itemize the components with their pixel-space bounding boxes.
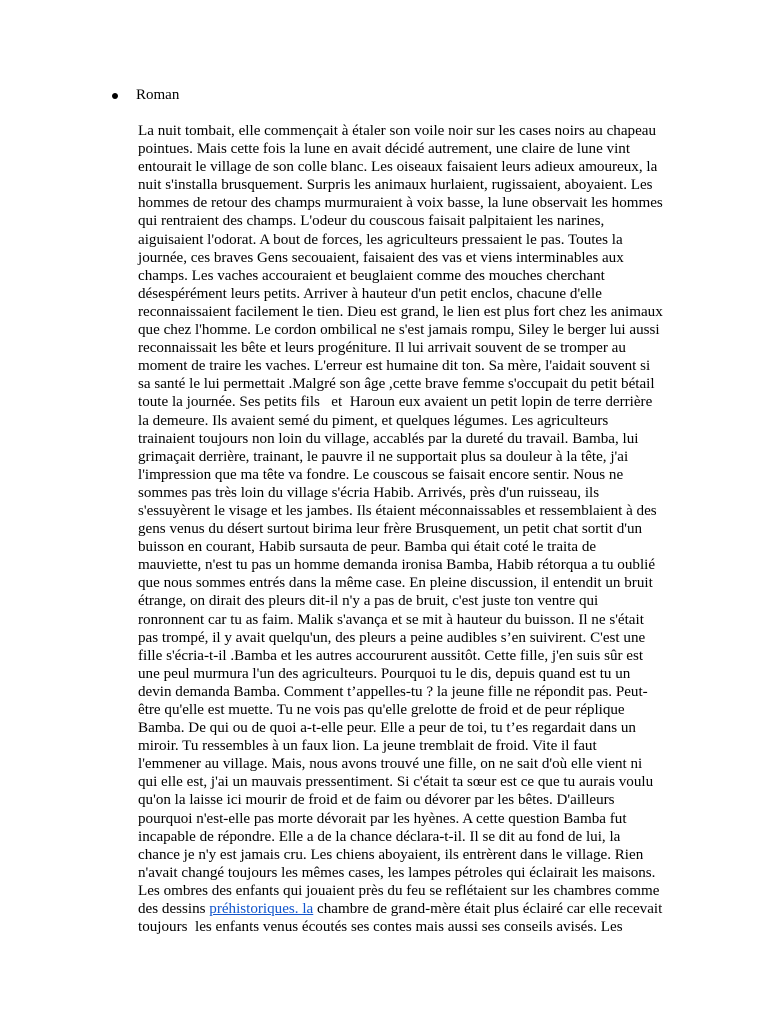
text-line: une peul murmura l'un des agriculteurs. Pourquoi tu le dis, depuis quand est tu un (138, 665, 631, 682)
text-line: toujours les enfants venus écoutés ses contes mais aussi ses conseils avisés. Les (138, 919, 623, 936)
text-line: s'essuyèrent le visage et les jambes. Ils étaient méconnaissables et ressemblaient à des (138, 502, 657, 519)
hyperlink[interactable]: préhistoriques. la (209, 901, 314, 918)
text-line-with-link (138, 900, 678, 918)
text-line: reconnaissait les bête et leurs progéniture. Il lui arrivait souvent de se tromper au (138, 340, 626, 357)
text-line: l'emmener au village. Mais, nous avons trouvé une fille, on ne sait d'où elle vient ni (138, 756, 643, 773)
text-line: toute la journée. Ses petits fils et Haroun eux avaient un petit lopin de terre derrière (138, 394, 653, 411)
text-line: mauviette, n'est tu pas un homme demanda ironisa Bamba, Habib rétorqua a tu oublié (138, 557, 656, 574)
bullet-dot-icon (112, 93, 118, 99)
text-line: champs. Les vaches accouraient et beuglaient comme des mouches cherchant (138, 267, 605, 284)
text-line: sommes pas très loin du village s'écria Habib. Arrivés, près d'un ruisseau, ils (138, 484, 600, 501)
text-line: être qu'elle est muette. Tu ne vois pas qu'elle grelotte de froid et de peur réplique (138, 702, 625, 718)
text-line: sa santé le lui permettait .Malgré son âge ,cette brave femme s'occupait du petit bétail (138, 376, 655, 393)
text-line: moment de traire les vaches. L'erreur est humaine dit ton. Sa mère, l'aidait souvent si (138, 358, 651, 375)
text-line: journée, ces braves Gens secouaient, faisaient des vas et viens interminables aux (138, 249, 624, 266)
text-line: pointues. Mais cette fois la lune en avait décidé autrement, une claire de lune vint (138, 141, 631, 158)
text-line: que nous sommes entrés dans la même case. En pleine discussion, il entendit un bruit (138, 575, 653, 592)
text-line: devin demanda Bamba. Comment t’appelles-tu ? la jeune fille ne répondit pas. Peut- (138, 683, 648, 700)
text-line: reconnaissaient facilement le tien. Dieu est grand, le lien est plus fort chez les animaux (138, 303, 663, 320)
text-line: entourait le village de son colle blanc. Les oiseaux faisaient leurs adieux amoureux, la (138, 159, 658, 176)
text-line: n'avait changé toujours les mêmes cases, les lampes pétroles qui éclairait les maisons. (138, 864, 656, 881)
text-line: buisson en courant, Habib sursauta de peur. Bamba qui était coté le traita de (138, 539, 597, 556)
text-line: pas trompé, il y avait quelqu'un, des pleurs a peine audibles s’en suivirent. C'est une (138, 629, 646, 646)
text-line: gens venus du désert surtout birima leur frère Brusquement, un petit chat sortit d'un (138, 521, 643, 538)
text-line: grimaçait derrière, trainant, le pauvre il ne supportait plus sa douleur à la tête, j'ai (138, 448, 629, 465)
text-line: La nuit tombait, elle commençait à étaler son voile noir sur les cases noirs au chapeau (138, 123, 657, 139)
text-line: nuit s'installa brusquement. Surpris les animaux hurlaient, rugissaient, aboyaient. Les (138, 177, 653, 194)
text-line: que chez l'homme. Le cordon ombilical ne s'est jamais rompu, Siley le berger lui aussi (138, 322, 660, 339)
bullet-item (112, 86, 179, 104)
body-paragraph (138, 122, 678, 936)
text-line: étrange, on dirait des pleurs dit-il n'y a pas de bruit, c'est juste ton ventre qui (138, 593, 599, 610)
text-segment: chambre de grand-mère était plus éclairé car elle recevait (313, 901, 663, 918)
text-line: la demeure. Ils avaient semé du piment, et quelques légumes. Les agriculteurs (138, 412, 609, 429)
text-line: miroir. Tu ressembles à un faux lion. La jeune tremblait de froid. Vite il faut (138, 738, 597, 755)
text-line: fille s'écria-t-il .Bamba et les autres accoururent aussitôt. Cette fille, j'en suis sûr est (138, 647, 644, 664)
text-line: qui rentraient des champs. L'odeur du couscous faisait palpitaient les narines, (138, 213, 605, 230)
bullet-label: Roman (136, 87, 180, 103)
text-line: hommes de retour des champs murmuraient à voix basse, la lune observait les hommes (138, 195, 663, 212)
text-line: pourquoi n'est-elle pas morte dévorait par les hyènes. A cette question Bamba fut (138, 810, 627, 827)
text-line: aiguisaient l'odorat. A bout de forces, les agriculteurs pressaient le pas. Toutes la (138, 231, 623, 248)
text-line: chance je n'y est jamais cru. Les chiens aboyaient, ils entrèrent dans le village. Rien (138, 846, 644, 863)
text-line: l'impression que ma tête va fondre. Le couscous se faisait encore sentir. Nous ne (138, 466, 624, 483)
text-line: qu'on la laisse ici mourir de froid et de faim ou dévorer par les bêtes. D'ailleurs (138, 792, 615, 809)
text-line: incapable de répondre. Elle a de la chance déclara-t-il. Il se dit au fond de lui, la (138, 828, 621, 845)
text-line: Les ombres des enfants qui jouaient près du feu se reflétaient sur les chambres comme (138, 882, 660, 899)
text-line: qui elle est, j'ai un mauvais pressentiment. Si c'était ta sœur est ce que tu aurais voulu (138, 774, 654, 791)
text-line: ronronnent car tu as faim. Malik s'avança et se mit à hauteur du buisson. Il ne s'était (138, 611, 644, 628)
text-line: trainaient toujours non loin du village, accablés par la dureté du travail. Bamba, lui (138, 430, 639, 447)
text-segment: des dessins (138, 901, 210, 918)
text-line: Bamba. De qui ou de quoi a-t-elle peur. Elle a peur de toi, tu t’es regardait dans un (138, 720, 636, 737)
text-line: désespérément leurs petits. Arriver à hauteur d'un petit enclos, chacune d'elle (138, 285, 602, 302)
